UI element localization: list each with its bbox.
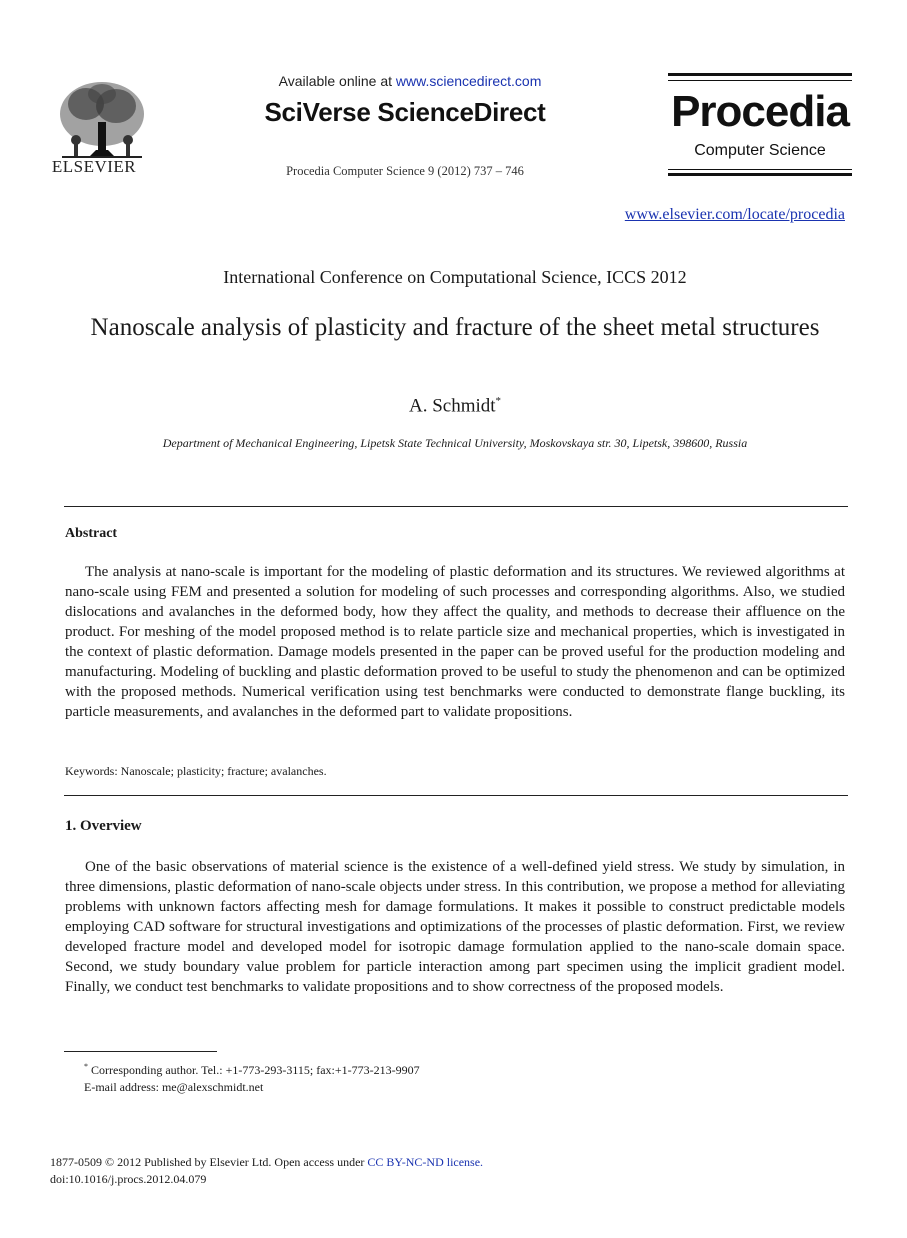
journal-url-link[interactable]: www.elsevier.com/locate/procedia [624,206,845,223]
author-line [300,395,610,417]
available-prefix: Available online at [278,73,396,89]
footnote-email: E-mail address: me@alexschmidt.net [84,1080,264,1094]
keywords: Keywords: Nanoscale; plasticity; fracture; avalanches. [65,764,327,778]
procedia-logo [668,73,852,177]
author-name: A. Schmidt [408,395,496,417]
affiliation: Department of Mechanical Engineering, Lipetsk State Technical University, Moskovskaya str. 30, Lipetsk, 398600, Russia [162,436,748,450]
platform-logo: SciVerse ScienceDirect [264,97,546,127]
footnote-divider [64,1051,217,1052]
conference-name: International Conference on Computational Science, ICCS 2012 [223,267,687,287]
available-online [260,73,560,89]
license-link[interactable]: CC BY-NC-ND license. [367,1155,484,1169]
footnote-contact [84,1062,420,1078]
section-text: One of the basic observations of material science is the existence of a well-defined yield stress. We study by simulation, in three dimensions, plastic deformation of nano-scale objects under stress. In this contribution, we propose a method for alleviating problems with unknown factors affecting mesh for damage formulations. It makes it possible to construct predictable models employing CAD software for structural investigations and optimizations of the processes of plastic deformation. First, we review developed fracture model and developed model for isotropic damage formulation applied to the nano-scale domain space. Second, we study boundary value problem for particle interaction among part specimen using the implicit gradient model. Finally, we conduct test benchmarks to validate propositions and to show correctness of the proposed models. [65,859,845,995]
publisher-name: ELSEVIER [51,157,137,176]
paper-title: Nanoscale analysis of plasticity and fracture of the sheet metal structures [90,314,820,341]
abstract-text: The analysis at nano-scale is important for the modeling of plastic deformation and its structures. We reviewed algorithms at nano-scale using FEM and presented a solution for modeling of such processes and corresponding algorithms. Also, we studied dislocations and avalanches in the deformed body, how they affect the quality, and methods to decrease their affluence on the product. For meshing of the model proposed method is to relate particle size and mechanical properties, which is investigated in the context of plastic deformation. Damage models presented in the paper can be proved useful for the production modeling and manufacturing. Modeling of buckling and plastic deformation proved to be useful to study the phenomenon and can be optimized with the proposed methods. Numerical verification using test benchmarks were conducted to demonstrate flange buckling, its particle measurements, and avalanches in the deformed part to validate propositions. [65,564,845,720]
doi: doi:10.1016/j.procs.2012.04.079 [50,1172,207,1186]
journal-title: Procedia [671,87,849,136]
journal-subtitle: Computer Science [694,142,826,159]
author-footnote-mark[interactable]: * [495,395,502,407]
logo-rule-bottom-thin [668,169,852,170]
footnote-mark: * [84,1062,88,1071]
copyright-text: 1877-0509 © 2012 Published by Elsevier Ltd. Open access under [50,1155,368,1169]
logo-rule-bottom [668,173,852,176]
copyright-line [50,1155,483,1170]
divider-abstract-end [64,795,848,796]
divider-top [64,506,848,507]
footnote-contact-text: Corresponding author. Tel.: +1-773-293-3115; fax:+1-773-213-9907 [88,1063,420,1077]
section-heading: 1. Overview [65,818,142,834]
logo-rule-top-thin [668,80,852,81]
abstract-heading: Abstract [65,526,118,541]
logo-rule-top [668,73,852,76]
journal-reference: Procedia Computer Science 9 (2012) 737 – 746 [286,164,524,178]
sciencedirect-link[interactable]: www.sciencedirect.com [395,73,542,89]
